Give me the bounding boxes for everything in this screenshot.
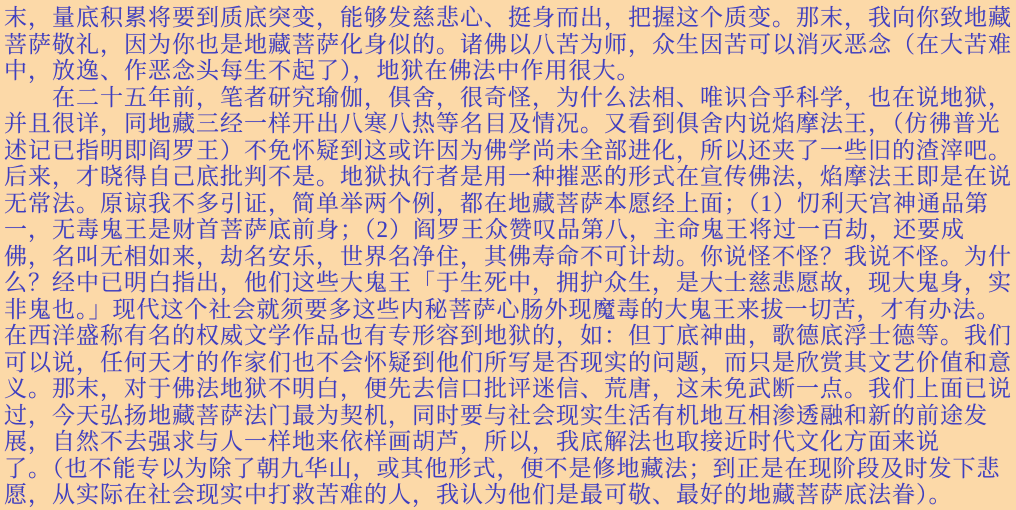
text-line: 过，今天弘扬地藏菩萨法门最为契机，同时要与社会现实生活有机地互相渗透融和新的前途发 — [4, 402, 988, 428]
text-line: 非鬼也。」现代这个社会就须要多这些内秘菩萨心肠外现魔毒的大鬼王来拔一切苦，才有办法。 — [4, 296, 1001, 322]
text-line: 一，无毒鬼王是财首菩萨底前身；（2）阎罗王众赞叹品第八，主命鬼王将过一百劫，还要成 — [4, 217, 965, 242]
text-line: 后来，才晓得自己底批判不是。地狱执行者是用一种摧恶的形式在宣传佛法，焰摩法王即是在说 — [4, 164, 1012, 189]
text-line: 可以说，任何天才的作家们也不会怀疑到他们所写是否现实的问题，而只是欣赏其文艺价值和意 — [4, 349, 1012, 375]
text-line: 菩萨敬礼，因为你也是地藏菩萨化身似的。诸佛以八苦为师，众生因苦可以消灭恶念（在大苦难 — [4, 31, 1012, 57]
text-line: 述记已指明即阎罗王）不免怀疑到这或许因为佛学尚未全部进化，所以还夹了一些旧的渣滓吧。 — [4, 137, 1012, 163]
text-line: 佛，名叫无相如来，劫名安乐，世界名净住，其佛寿命不可计劫。你说怪不怪？我说不怪。为什 — [4, 243, 1012, 269]
text-line: 在西洋盛称有名的权威文学作品也有专形容到地狱的，如：但丁底神曲，歌德底浮士德等。我们 — [4, 323, 1012, 348]
text-line: 义。那末，对于佛法地狱不明白，便先去信口批评迷信、荒唐，这未免武断一点。我们上面已说 — [4, 376, 1012, 401]
text-line: 末，量底积累将要到质底突变，能够发慈悲心、挺身而出，把握这个质变。那末，我向你致地藏 — [4, 5, 1012, 30]
text-line: 愿，从实际在社会现实中打救苦难的人，我认为他们是最可敬、最好的地藏菩萨底法眷）。 — [4, 482, 953, 507]
text-line: 展，自然不去强求与人一样地来依样画胡芦，所以，我底解法也取接近时代文化方面来说 — [4, 429, 940, 454]
text-line: 在二十五年前，笔者研究瑜伽，俱舍，很奇怪，为什么法相、唯识合乎科学，也在说地狱， — [4, 84, 1012, 110]
text-line: 无常法。原谅我不多引证，简单举两个例，都在地藏菩萨本愿经上面；（1）忉利天宫神通品第 — [4, 190, 989, 216]
text-line: 中，放逸、作恶念头每生不起了），地狱在佛法中作用很大。 — [4, 58, 641, 83]
text-line: 并且很详，同地藏三经一样开出八寒八热等名目及情况。又看到俱舍内说焰摩法王，（仿彿普光 — [4, 111, 1001, 136]
text-line: 了。（也不能专以为除了朝九华山，或其他形式，便不是修地藏法；到正是在现阶段及时发下悲 — [4, 455, 1001, 481]
text-line: 么？经中已明白指出，他们这些大鬼王「于生死中，拥护众生，是大士慈悲愿故，现大鬼身，实 — [4, 270, 1012, 295]
